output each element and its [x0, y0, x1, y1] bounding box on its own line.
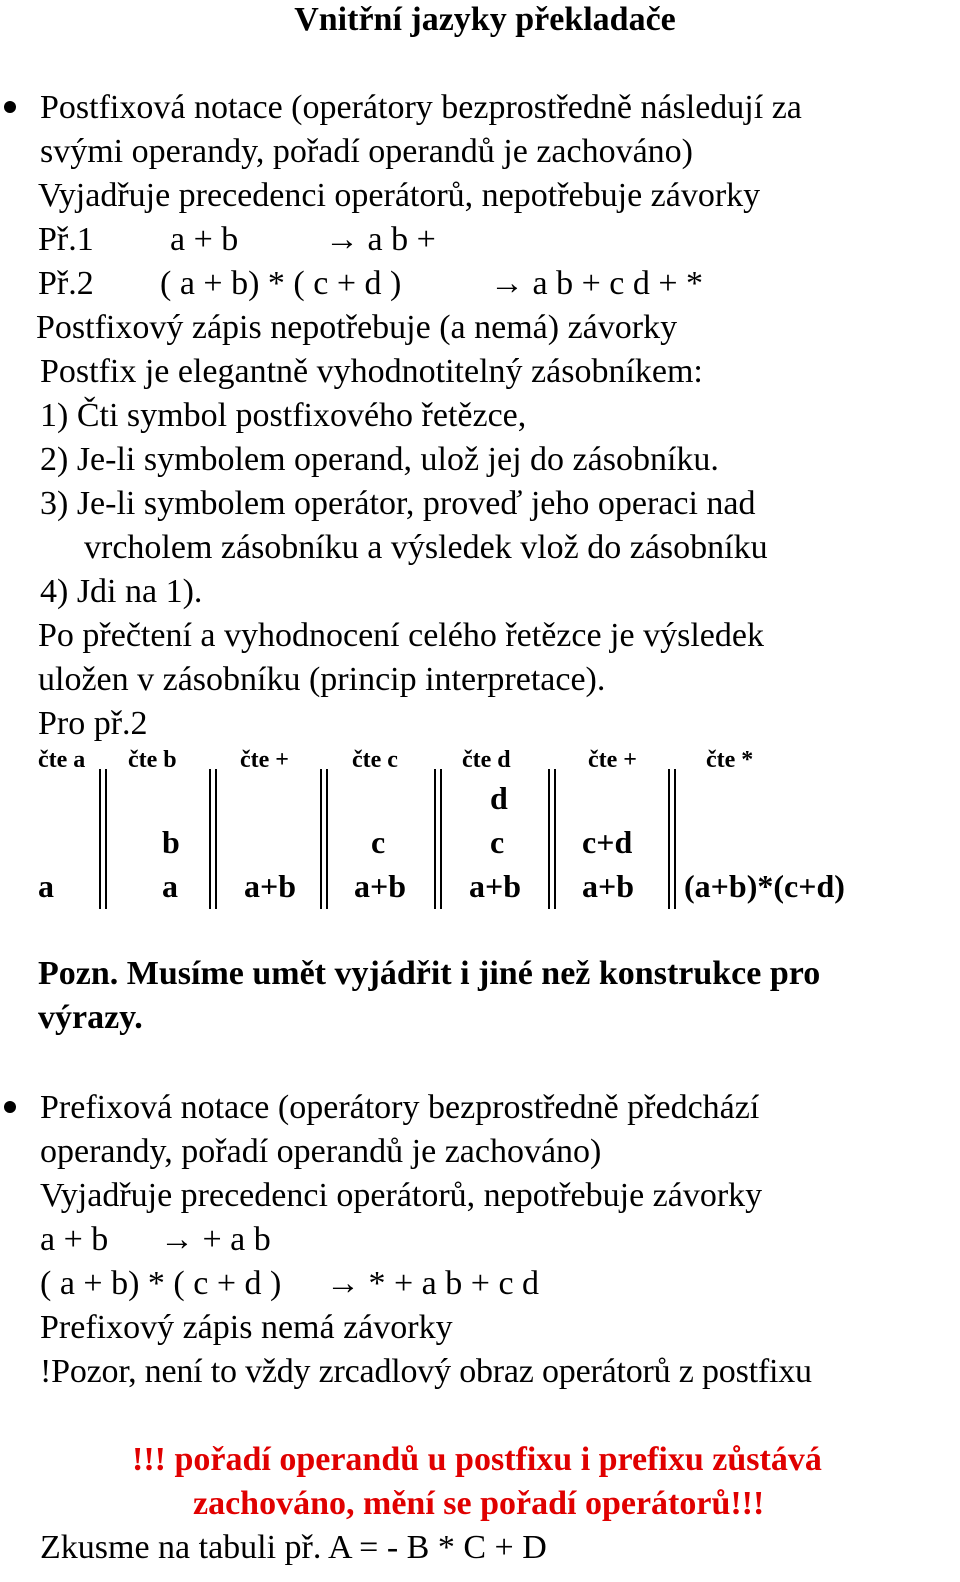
- postfix-ex1-expr: a + b: [170, 221, 239, 258]
- stack-cell: b: [162, 824, 180, 860]
- postfix-step-3: 3) Je-li symbolem operátor, proveď jeho operaci nad: [40, 485, 756, 522]
- postfix-step-3-cont: vrcholem zásobníku a výsledek vlož do zásobníku: [84, 529, 768, 566]
- stack-header-5: čte d: [462, 747, 511, 773]
- postfix-for-example: Pro př.2: [38, 705, 148, 742]
- prefix-ex2-result: → * + a b + c d: [326, 1265, 540, 1302]
- prefix-precedence: Vyjadřuje precedenci operátorů, nepotřebuje závorky: [40, 1177, 763, 1214]
- stack-divider: [548, 769, 556, 909]
- red-note-line2: zachováno, mění se pořadí operátorů!!!: [193, 1485, 765, 1522]
- prefix-ex1-expr: a + b: [40, 1221, 109, 1258]
- stack-divider: [209, 769, 217, 909]
- postfix-step-1: 1) Čti symbol postfixového řetězce,: [40, 397, 527, 434]
- prefix-heading-line1: Prefixová notace (operátory bezprostředně předchází: [40, 1089, 760, 1126]
- stack-header-2: čte b: [128, 747, 177, 773]
- stack-cell: a: [38, 868, 54, 904]
- postfix-precedence: Vyjadřuje precedenci operátorů, nepotřebuje závorky: [38, 177, 761, 214]
- page-title: Vnitřní jazyky překladače: [294, 1, 676, 38]
- stack-header-1: čte a: [38, 747, 86, 773]
- postfix-after-line1: Po přečtení a vyhodnocení celého řetězce je výsledek: [38, 617, 764, 654]
- postfix-ex2-result: → a b + c d + *: [490, 265, 704, 302]
- stack-header-4: čte c: [352, 747, 398, 773]
- try-it-example: Zkusme na tabuli př. A = - B * C + D: [40, 1529, 547, 1566]
- postfix-stack-intro: Postfix je elegantně vyhodnotitelný zásobníkem:: [40, 353, 703, 390]
- stack-cell: a+b: [469, 868, 522, 904]
- prefix-no-brackets: Prefixový zápis nemá závorky: [40, 1309, 453, 1346]
- stack-header-6: čte +: [588, 747, 637, 773]
- prefix-ex2-expr: ( a + b) * ( c + d ): [40, 1265, 282, 1302]
- stack-cell: a+b: [354, 868, 407, 904]
- postfix-ex1-label: Př.1: [38, 221, 94, 258]
- stack-divider: [320, 769, 328, 909]
- postfix-ex1-result: → a b +: [325, 221, 436, 258]
- postfix-step-4: 4) Jdi na 1).: [40, 573, 203, 610]
- stack-cell: a: [162, 868, 178, 904]
- bullet-postfix: [4, 101, 16, 113]
- note-line1: Pozn. Musíme umět vyjádřit i jiné než konstrukce pro: [38, 955, 821, 992]
- postfix-step-2: 2) Je-li symbolem operand, ulož jej do zásobníku.: [40, 441, 719, 478]
- postfix-heading-line2: svými operandy, pořadí operandů je zachováno): [40, 133, 694, 170]
- stack-divider: [99, 769, 107, 909]
- prefix-ex1-result: → + a b: [160, 1221, 271, 1258]
- stack-header-3: čte +: [240, 747, 289, 773]
- prefix-heading-line2: operandy, pořadí operandů je zachováno): [40, 1133, 602, 1170]
- red-note-line1: !!! pořadí operandů u postfixu i prefixu zůstává: [132, 1441, 822, 1478]
- postfix-after-line2: uložen v zásobníku (princip interpretace).: [38, 661, 606, 698]
- stack-cell: a+b: [582, 868, 635, 904]
- stack-cell: (a+b)*(c+d): [684, 868, 845, 904]
- postfix-ex2-expr: ( a + b) * ( c + d ): [160, 265, 402, 302]
- postfix-ex2-label: Př.2: [38, 265, 94, 302]
- stack-cell: d: [490, 780, 508, 816]
- stack-cell: c+d: [582, 824, 633, 860]
- stack-cell: c: [490, 824, 505, 860]
- note-line2: výrazy.: [38, 999, 143, 1036]
- stack-header-7: čte *: [706, 747, 754, 773]
- prefix-warning: !Pozor, není to vždy zrcadlový obraz operátorů z postfixu: [40, 1353, 812, 1390]
- postfix-no-brackets: Postfixový zápis nepotřebuje (a nemá) závorky: [36, 309, 678, 346]
- stack-cell: c: [371, 824, 386, 860]
- stack-cell: a+b: [244, 868, 297, 904]
- postfix-heading-line1: Postfixová notace (operátory bezprostředně následují za: [40, 89, 802, 126]
- stack-divider: [668, 769, 676, 909]
- bullet-prefix: [4, 1101, 16, 1113]
- stack-divider: [434, 769, 442, 909]
